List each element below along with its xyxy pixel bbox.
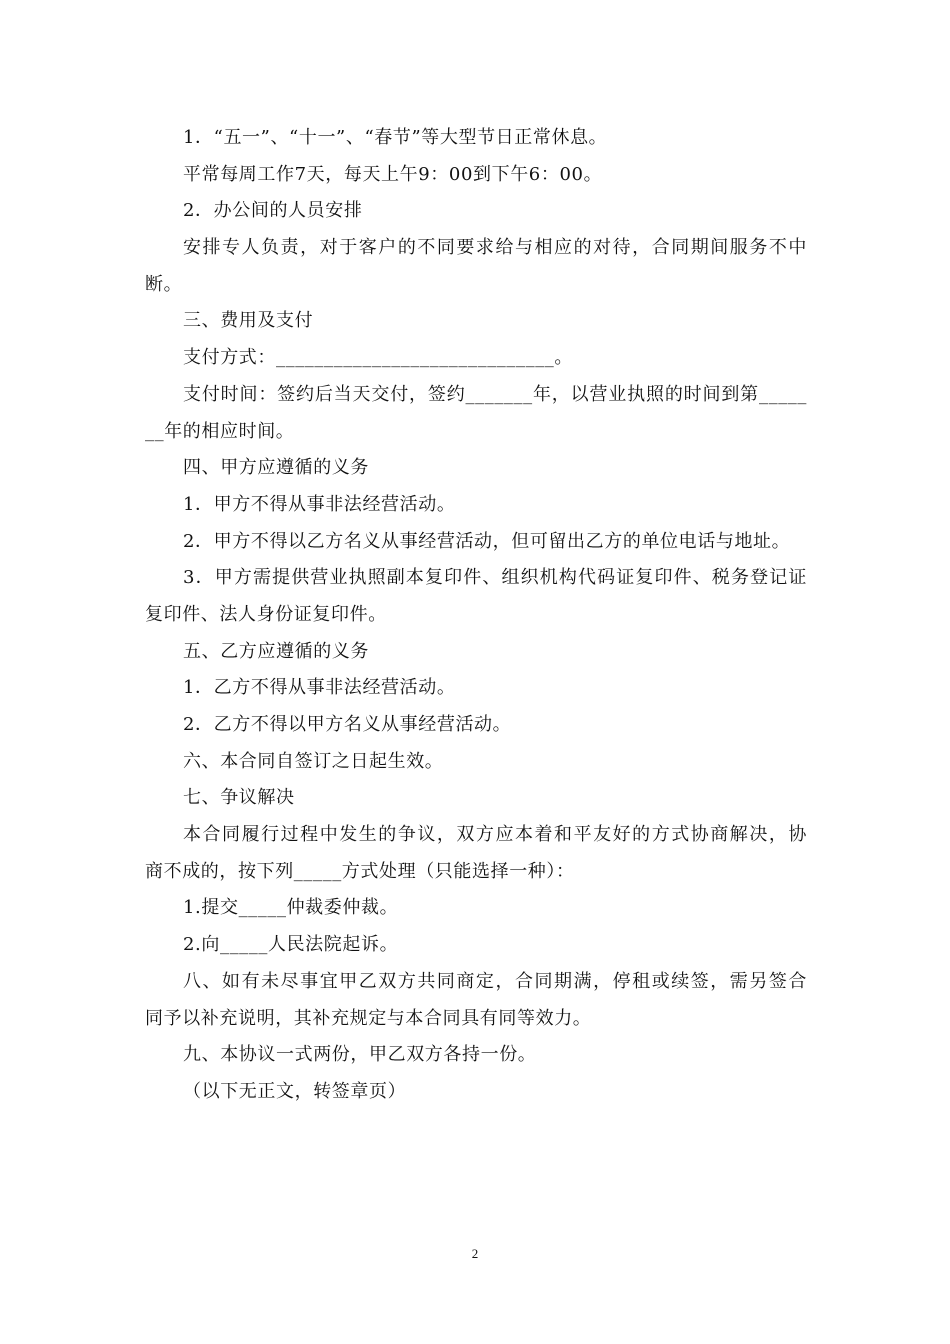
paragraph-supplementary-line2: 同予以补充说明，其补充规定与本合同具有同等效力。 <box>145 1007 592 1029</box>
paragraph-payment-method: 支付方式：_____________________________。 <box>183 347 573 369</box>
section-heading-dispute-resolution: 七、争议解决 <box>183 787 295 809</box>
paragraph-staff-arrangement-line1: 安排专人负责，对于客户的不同要求给与相应的对待，合同期间服务不中 <box>183 237 807 259</box>
paragraph-party-a-item2: 2．甲方不得以乙方名义从事经营活动，但可留出乙方的单位电话与地址。 <box>183 530 791 552</box>
paragraph-party-a-item3-line2: 复印件、法人身份证复印件。 <box>145 603 387 625</box>
paragraph-working-hours: 平常每周工作7天，每天上午9：00到下午6：00。 <box>183 163 603 185</box>
paragraph-staff-arrangement-line2: 断。 <box>145 273 183 295</box>
paragraph-dispute-option-arbitration: 1.提交_____仲裁委仲裁。 <box>183 897 399 919</box>
paragraph-party-a-item3-line1: 3．甲方需提供营业执照副本复印件、组织机构代码证复印件、税务登记证 <box>183 567 807 589</box>
section-heading-party-a-obligations: 四、甲方应遵循的义务 <box>183 457 369 479</box>
paragraph-signature-note: （以下无正文，转签章页） <box>183 1080 407 1102</box>
paragraph-party-b-item2: 2．乙方不得以甲方名义从事经营活动。 <box>183 714 512 735</box>
paragraph-copies: 九、本协议一式两份，甲乙双方各持一份。 <box>183 1044 537 1066</box>
paragraph-dispute-line2: 商不成的，按下列_____方式处理（只能选择一种）： <box>145 860 575 882</box>
document-body <box>145 120 807 1111</box>
section-heading-fees: 三、费用及支付 <box>183 310 314 332</box>
paragraph-payment-time-line1: 支付时间：签约后当天交付，签约_______年，以营业执照的时间到第_____ <box>183 383 807 405</box>
paragraph-payment-time-line2: __年的相应时间。 <box>145 420 295 442</box>
paragraph-party-a-item1: 1．甲方不得从事非法经营活动。 <box>183 493 456 515</box>
page-number: 2 <box>471 1246 479 1261</box>
paragraph-dispute-line1: 本合同履行过程中发生的争议，双方应本着和平友好的方式协商解决，协 <box>183 824 807 846</box>
paragraph-dispute-option-court: 2.向_____人民法院起诉。 <box>183 934 399 956</box>
paragraph-supplementary-line1: 八、如有未尽事宜甲乙双方共同商定，合同期满，停租或续签，需另签合 <box>183 970 807 992</box>
paragraph-party-b-item1: 1．乙方不得从事非法经营活动。 <box>183 677 456 699</box>
paragraph-staff-arrangement-heading: 2．办公间的人员安排 <box>183 200 363 222</box>
section-heading-effective-date: 六、本合同自签订之日起生效。 <box>183 750 444 772</box>
paragraph-holiday-rest: 1．“五一”、“十一”、“春节”等大型节日正常休息。 <box>183 127 608 148</box>
section-heading-party-b-obligations: 五、乙方应遵循的义务 <box>183 640 369 662</box>
